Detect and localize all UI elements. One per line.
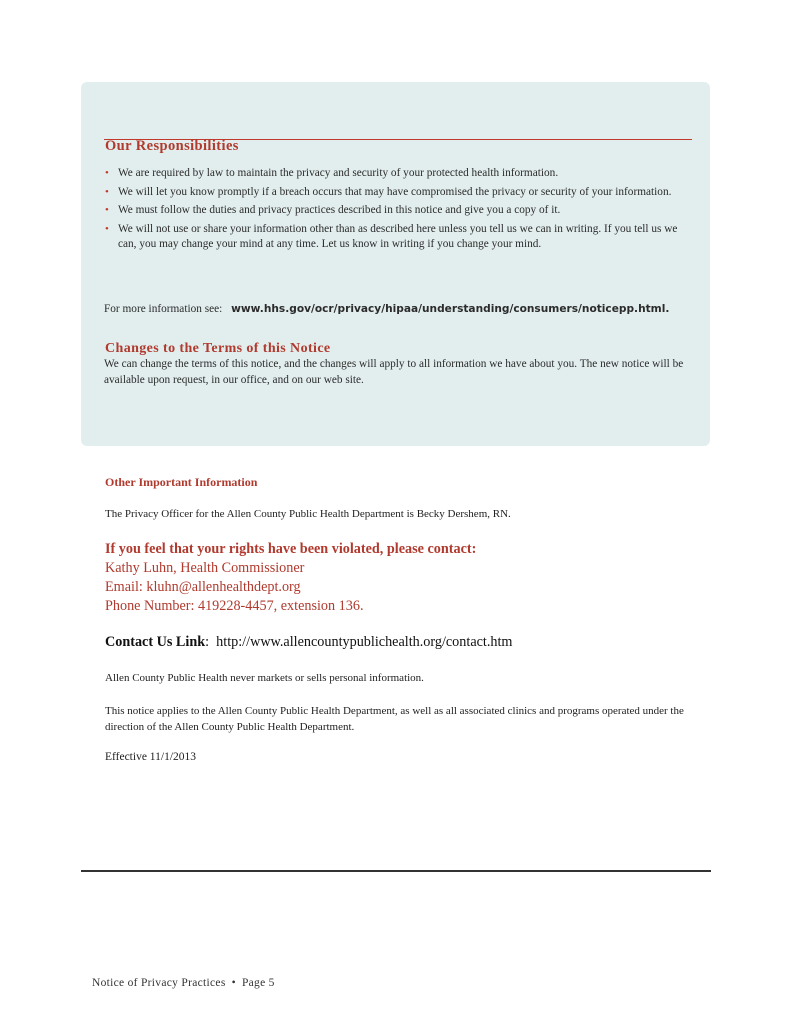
bullet-icon: • xyxy=(105,185,109,198)
contact-phone: Phone Number: 419228-4457, extension 136. xyxy=(105,598,364,614)
changes-body: We can change the terms of this notice, and the changes will apply to all information we have about you. The new notice will be available upon request, in our office, and on our web site. xyxy=(104,358,684,386)
list-item xyxy=(104,166,684,182)
other-info-heading: Other Important Information xyxy=(105,475,258,489)
footer-divider xyxy=(81,870,711,872)
responsibilities-panel xyxy=(81,82,710,446)
footer-separator: • xyxy=(231,977,236,989)
changes-heading: Changes to the Terms of this Notice xyxy=(105,341,331,356)
responsibilities-list xyxy=(104,166,684,256)
privacy-officer-text: The Privacy Officer for the Allen County Public Health Department is Becky Dershem, RN. xyxy=(105,508,511,520)
list-item xyxy=(104,185,684,201)
bullet-icon: • xyxy=(105,204,109,217)
page-number: Page 5 xyxy=(241,977,275,989)
list-item-text: We must follow the duties and privacy practices described in this notice and give you a copy of it. xyxy=(118,204,561,217)
bullet-icon: • xyxy=(105,222,109,235)
contact-us-label: Contact Us Link xyxy=(105,634,206,650)
contact-name: Kathy Luhn, Health Commissioner xyxy=(105,560,305,576)
list-item-text: We will not use or share your information other than as described here unless you tell us we can in writing. If you tell us we can, you may change your mind at any time. Let us know in writing if you change your mind. xyxy=(118,222,678,251)
list-item-text: We are required by law to maintain the privacy and security of your protected health information. xyxy=(118,167,559,179)
violation-heading: If you feel that your rights have been violated, please contact: xyxy=(105,541,477,557)
list-item xyxy=(104,203,684,219)
responsibilities-heading: Our Responsibilities xyxy=(105,138,239,154)
footer-title: Notice of Privacy Practices xyxy=(92,977,226,989)
applies-text: This notice applies to the Allen County Public Health Department, as well as all associated clinics and programs operated under the direction of the Allen County Public Health Department. xyxy=(105,705,684,733)
list-item xyxy=(104,222,684,253)
effective-date: Effective 11/1/2013 xyxy=(105,751,197,763)
contact-us-line: Contact Us Link: http://www.allencountypublichealth.org/contact.htm xyxy=(105,634,513,650)
complaint-contact-block xyxy=(105,540,476,616)
list-item-text: We will let you know promptly if a breach occurs that may have compromised the privacy or security of your information. xyxy=(118,185,672,198)
bullet-icon: • xyxy=(105,167,109,179)
more-info-label: For more information see: xyxy=(104,303,223,315)
hhs-link[interactable]: www.hhs.gov/ocr/privacy/hipaa/understanding/consumers/noticepp.html. xyxy=(231,303,670,315)
never-sells-text: Allen County Public Health never markets or sells personal information. xyxy=(105,672,424,684)
page-footer xyxy=(92,977,275,989)
contact-email[interactable]: Email: kluhn@allenhealthdept.org xyxy=(105,579,301,595)
contact-us-link[interactable]: http://www.allencountypublichealth.org/contact.htm xyxy=(216,634,513,650)
more-info-line xyxy=(104,303,704,315)
